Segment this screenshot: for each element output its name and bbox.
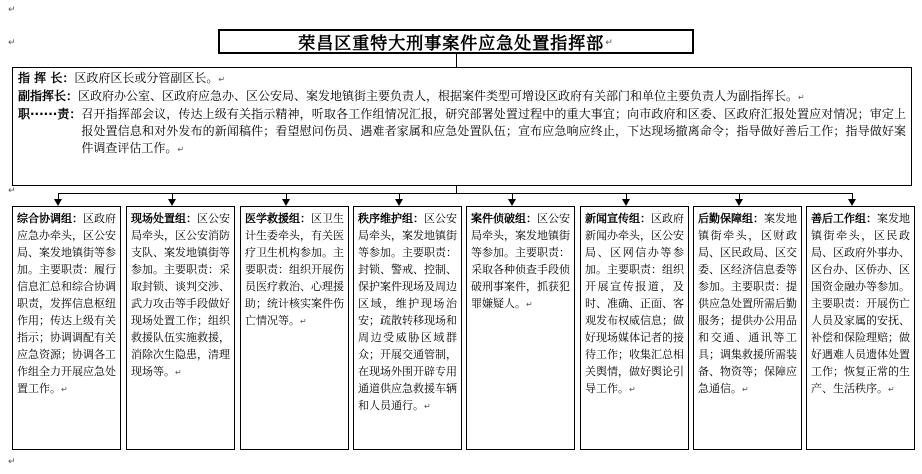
group-box-aftermath-work: [806, 206, 915, 450]
connector-line: [456, 54, 457, 67]
commander-row: [18, 70, 906, 88]
deputy-commander-text: 区政府办公室、区政府应急办、区公安局、案发地镇街主要负责人，根据案件类型可增设区政府有关部门和单位主要负责人为副指挥长。: [78, 89, 799, 103]
group-name: 案件侦破组：: [471, 212, 537, 225]
paragraph-mark: ↵: [605, 38, 614, 48]
arrow-head: [282, 199, 290, 206]
command-info-box: [12, 67, 912, 186]
group-text: 区政府新闻办牵头，区公安局、区网信办等参加。主要职责：组织开展宣传报道，及时、准确、正面、客观发布权威信息；做好现场媒体记者的接待工作；收集汇总相关舆情，做好舆论引导工作。: [585, 212, 684, 395]
arrow-head: [508, 199, 516, 206]
paragraph-mark: ↵: [61, 385, 68, 394]
diagram-title: 荣昌区重特大刑事案件应急处置指挥部: [298, 34, 605, 54]
group-box-order-maintenance: [353, 206, 462, 450]
group-name: 秩序维护组：: [358, 212, 424, 225]
arrow-head: [54, 199, 62, 206]
paragraph-mark: ↵: [300, 317, 307, 326]
paragraph-mark: ↵: [424, 402, 431, 411]
group-name: 后勤保障组：: [698, 212, 764, 225]
group-name: 综合协调组：: [17, 212, 83, 225]
paragraph-mark: ↵: [177, 145, 185, 154]
paragraph-mark: ↵: [8, 457, 16, 467]
commander-label: 指 挥 长：: [18, 71, 75, 85]
diagram-title-box: [218, 29, 694, 54]
paragraph-mark: ↵: [8, 5, 16, 15]
duties-text: 召开指挥部会议，传达上级有关指示精神，听取各工作组情况汇报，研究部署处置过程中的重大事宜；向市政府和区委、区政府汇报处置应对情况；审定上报处置信息和对外发布的新闻稿件；看望慰问伤员、遇难者家属和应急处置队伍；宣布应急响应终止，下达现场撤离命令；指导做好善后工作；指导做好案件调查评估工作。: [81, 107, 906, 155]
group-box-logistics-support: [693, 206, 802, 450]
group-name: 医学救援组：: [245, 212, 311, 225]
paragraph-mark: ↵: [526, 300, 533, 309]
arrow-head: [622, 199, 630, 206]
group-name: 新闻宣传组：: [585, 212, 651, 225]
group-box-news-publicity: [580, 206, 689, 450]
arrow-head: [168, 199, 176, 206]
arrow-head: [848, 199, 856, 206]
group-box-case-investigation: [466, 206, 575, 450]
paragraph-mark: ↵: [218, 75, 226, 84]
group-text: 区政府应急办牵头，区公安局、案发地镇街等参加。主要职责：履行信息汇总和综合协调职责，发挥信息枢纽作用；传达上级有关指示；协调调配有关应急资源；协调各工作组全力开展应急处置工作。: [17, 212, 116, 395]
deputy-commander-label: 副指挥长：: [18, 89, 79, 103]
group-name: 善后工作组：: [811, 212, 877, 225]
deputy-commander-row: [18, 88, 906, 106]
group-box-comprehensive-coordination: [12, 206, 121, 450]
duties-label: 职······责：: [18, 107, 82, 121]
paragraph-mark: ↵: [798, 93, 805, 102]
paragraph-mark: ↵: [888, 385, 895, 394]
group-text: 案发地镇街牵头，区财政局、区民政局、区交委、区经济信息委等参加。主要职责：提供应急处置所需后勤服务；提供办公用品和交通、通讯等工具；调集救援所需装备、物资等；保障应急通信。: [698, 212, 797, 395]
duties-row: [18, 106, 906, 158]
group-text: 区公安局牵头，区公安消防支队、案发地镇街等参加。主要职责：采取封锁、谈判交涉、武力攻击等手段做好现场处置工作；组织救援队伍实施救援，消除次生隐患，清理现场等。: [131, 212, 230, 378]
group-text: 案发地镇街牵头，区民政局、区政府外事办、区台办、区侨办、区国资金融办等参加。主要职责：开展伤亡人员及家属的安抚、补偿和保险理赔；做好遇难人员遗体处置工作；恢复正常的生产、生活秩序。: [811, 212, 910, 395]
group-box-medical-rescue: [240, 206, 349, 450]
commander-text: 区政府区长或分管副区长。: [74, 71, 219, 85]
group-text: 区卫生计生委牵头，有关医疗卫生机构参加。主要职责：组织开展伤员医疗救治、心理援助；统计核实案件伤亡情况等。: [245, 212, 344, 327]
group-name: 现场处置组：: [131, 212, 197, 225]
paragraph-mark: ↵: [175, 368, 182, 377]
paragraph-mark: ↵: [742, 385, 749, 394]
group-text: 区公安局牵头，案发地镇街等参加。主要职责：采取各种侦查手段侦破刑事案件，抓获犯罪嫌疑人。: [471, 212, 570, 310]
arrow-head: [395, 199, 403, 206]
paragraph-mark: ↵: [8, 38, 16, 48]
paragraph-mark: ↵: [8, 186, 16, 196]
group-text: 区公安局牵头，案发地镇街等参加。主要职责：封锁、警戒、控制、保护案件现场及周边区域，维护现场治安；疏散转移现场和周边受威胁区域群众；开展交通管制，在现场外围开辟专用通道供应急救援车辆和人员通行。: [358, 212, 457, 412]
group-box-onsite-handling: [126, 206, 235, 450]
paragraph-mark: ↵: [629, 385, 636, 394]
arrow-head: [735, 199, 743, 206]
distribution-line: [58, 193, 852, 194]
